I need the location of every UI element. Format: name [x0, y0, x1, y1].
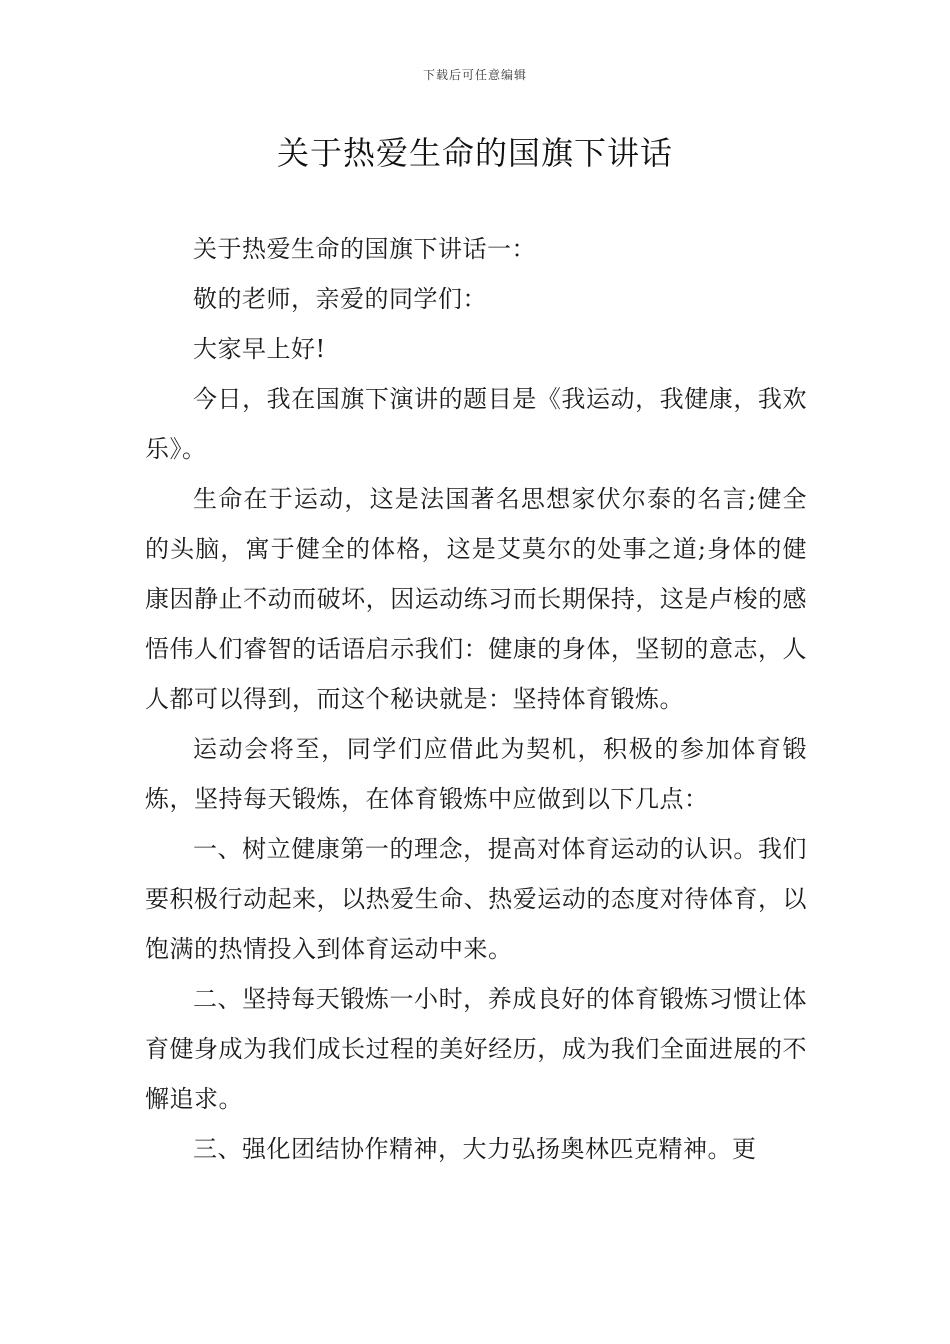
document-title: 关于热爱生命的国旗下讲话 [276, 134, 673, 172]
paragraph-point-one: 一、树立健康第一的理念，提高对体育运动的认识。我们要积极行动起来，以热爱生命、热爱运动的态度对待体育，以饱满的热情投入到体育运动中来。 [145, 835, 807, 963]
header-note: 下载后可任意编辑 [422, 68, 527, 82]
paragraph-topic: 今日，我在国旗下演讲的题目是《我运动，我健康，我欢乐》。 [145, 385, 807, 463]
paragraph-point-two: 二、坚持每天锻炼一小时，养成良好的体育锻炼习惯让体育健身成为我们成长过程的美好经历，成为我们全面进展的不懈追求。 [145, 985, 807, 1113]
paragraph-point-three: 三、强化团结协作精神，大力弘扬奥林匹克精神。更 [193, 1135, 757, 1163]
paragraph-greeting: 大家早上好! [193, 335, 326, 363]
paragraph-heading: 关于热爱生命的国旗下讲话一： [193, 235, 536, 263]
paragraph-sports-meet: 运动会将至，同学们应借此为契机，积极的参加体育锻炼，坚持每天锻炼，在体育锻炼中应做到以下几点： [145, 735, 807, 813]
paragraph-quotes: 生命在于运动，这是法国著名思想家伏尔泰的名言;健全的头脑，寓于健全的体格，这是艾莫尔的处事之道;身体的健康因静止不动而破坏，因运动练习而长期保持，这是卢梭的感悟伟人们睿智的话语启示我们：健康的身体，坚韧的意志，人人都可以得到，而这个秘诀就是：坚持体育锻炼。 [145, 485, 807, 713]
paragraph-salutation: 敬的老师，亲爱的同学们： [193, 285, 487, 313]
document-body [145, 224, 807, 1174]
